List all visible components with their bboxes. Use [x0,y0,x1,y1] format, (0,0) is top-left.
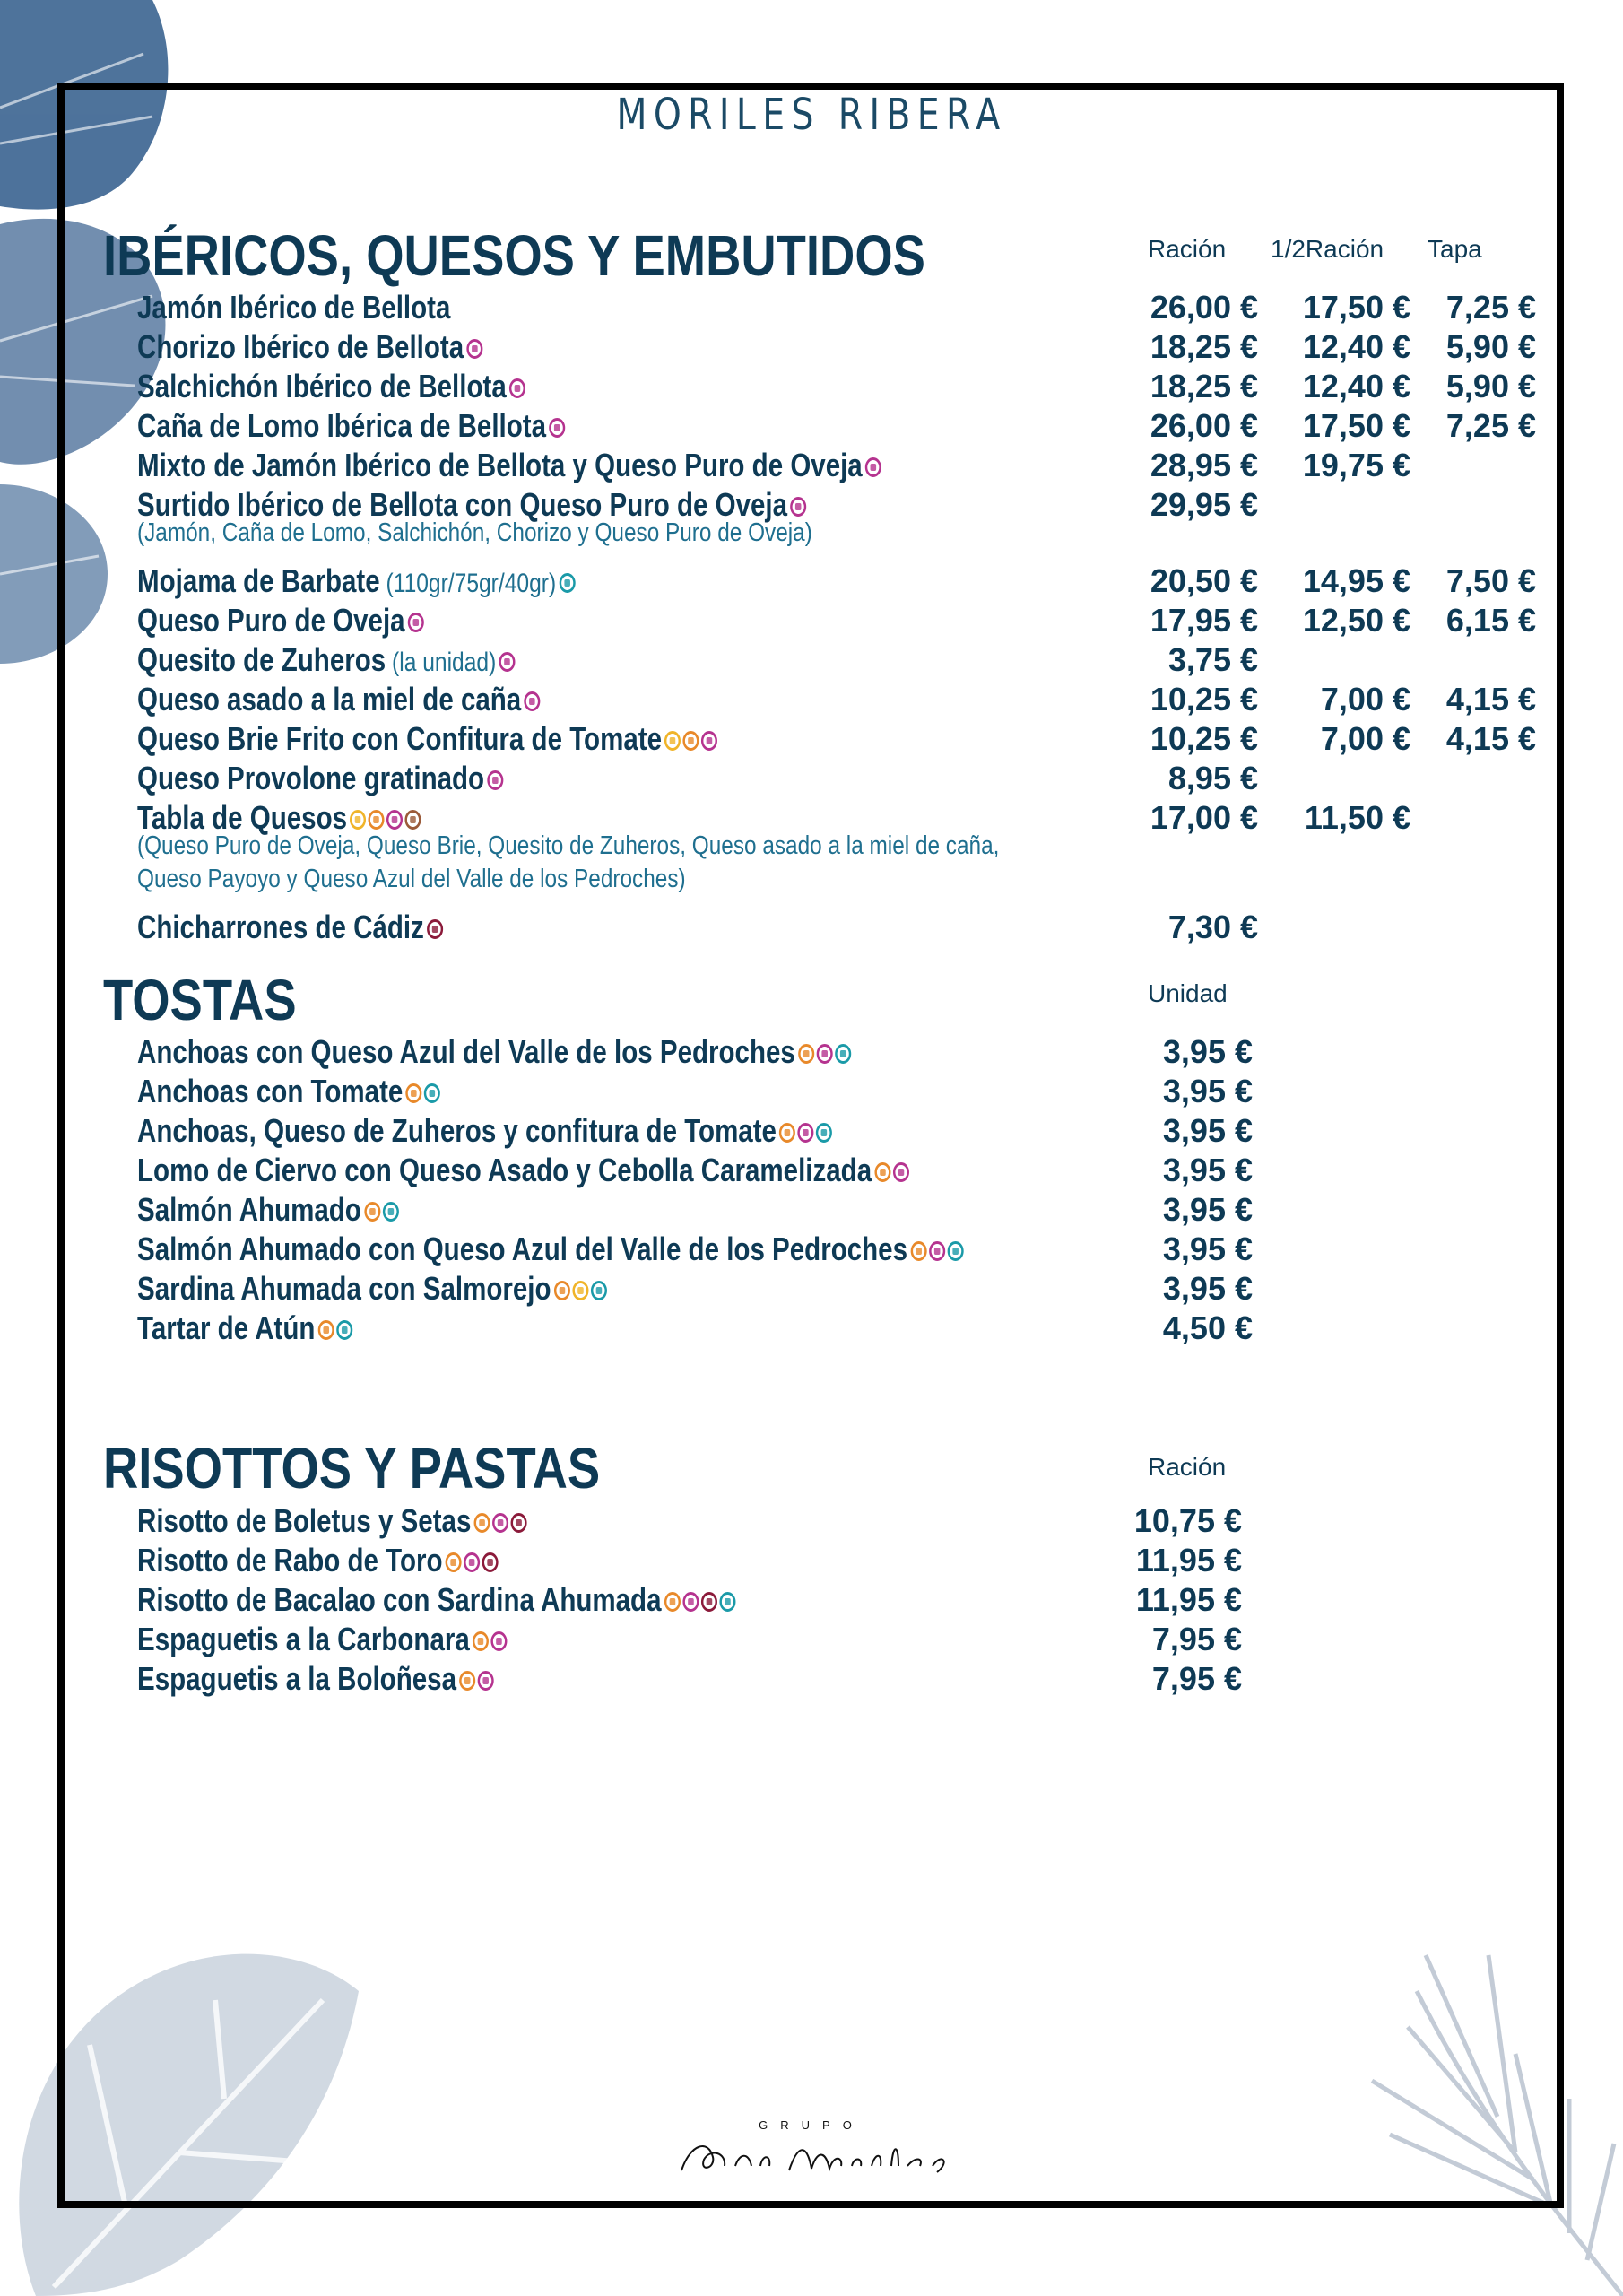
fish-allergen-icon [835,1044,851,1064]
menu-item-price: 7,30 € [1167,909,1258,945]
menu-item-price: 19,75 € [1302,447,1410,483]
menu-item-row [0,407,1623,447]
allergen-icons [865,457,881,477]
menu-item-name [137,681,541,718]
menu-item-label: Anchoas con Tomate [137,1073,404,1109]
menu-item-price: 6,15 € [1445,602,1536,639]
gluten-allergen-icon [474,1513,490,1533]
menu-item-price: 7,00 € [1320,720,1410,757]
gluten-allergen-icon [446,1552,462,1572]
menu-item-row [0,1152,1623,1191]
menu-item-name [137,1231,963,1268]
menu-item-label: Queso Puro de Oveja [137,602,405,639]
grupo-bar-moriles-logo [664,2117,959,2179]
menu-item-price: 12,40 € [1302,368,1410,404]
menu-item-row [0,1191,1623,1231]
allergen-icons [790,497,806,517]
menu-item-price: 17,00 € [1150,799,1258,836]
menu-item-label: Salchichón Ibérico de Bellota [137,368,507,404]
gluten-allergen-icon [779,1123,795,1143]
menu-item-label: Queso asado a la miel de caña [137,681,522,718]
allergen-icons [525,691,541,711]
menu-item-row [0,1112,1623,1152]
gluten-allergen-icon [683,731,699,751]
gluten-allergen-icon [364,1202,380,1222]
menu-item-price: 17,50 € [1302,289,1410,326]
gluten-allergen-icon [874,1162,890,1182]
menu-item-name [137,447,881,484]
allergen-icons [408,613,424,632]
svg-text:GRUPO: GRUPO [759,2118,864,2132]
menu-item-price: 7,50 € [1445,562,1536,599]
menu-item-row [0,1073,1623,1112]
menu-item-name [137,909,443,946]
menu-item-price: 17,50 € [1302,407,1410,444]
lactose-allergen-icon [491,1631,508,1651]
menu-item-name [137,1033,851,1071]
menu-item-price: 8,95 € [1167,760,1258,796]
allergen-icons [466,339,482,359]
menu-item-price: 10,75 € [1133,1502,1242,1539]
menu-item-price: 3,95 € [1162,1231,1253,1267]
menu-item-name [137,1309,352,1347]
gluten-allergen-icon [406,1083,422,1103]
gluten-allergen-icon [473,1631,489,1651]
allergen-icons [474,1513,527,1533]
lactose-allergen-icon [549,418,565,438]
menu-item-row [0,1231,1623,1270]
allergen-icons [554,1281,607,1300]
egg-allergen-icon [664,731,681,751]
menu-item-name [137,720,717,758]
menu-item-label: Tartar de Atún [137,1309,316,1346]
menu-item-price: 3,95 € [1162,1191,1253,1228]
allergen-icons [487,770,503,790]
sulfites-allergen-icon [482,1552,499,1572]
menu-item-label: Sardina Ahumada con Salmorejo [137,1270,551,1307]
menu-item-label: Mojama de Barbate [137,562,380,599]
menu-item-row [0,760,1623,799]
menu-item-price: 10,25 € [1150,720,1258,757]
menu-item-name [137,289,450,326]
fish-allergen-icon [947,1241,963,1261]
allergen-icons [779,1123,832,1143]
col-label-racion-risottos: Ración [1148,1453,1227,1481]
sulfites-allergen-icon [427,919,443,939]
allergen-icons [318,1320,353,1340]
lactose-allergen-icon [798,1123,814,1143]
fish-allergen-icon [591,1281,607,1300]
menu-item-name [137,602,424,639]
menu-item-label: Tabla de Quesos [137,799,348,836]
lactose-allergen-icon [509,378,525,398]
menu-item-note: (110gr/75gr/40gr) [379,569,557,598]
lactose-allergen-icon [492,1513,508,1533]
menu-item-price: 7,25 € [1445,407,1536,444]
menu-item-label: Queso Provolone gratinado [137,760,485,796]
lactose-allergen-icon [701,731,717,751]
sulfites-allergen-icon [511,1513,527,1533]
menu-item-price: 7,95 € [1151,1621,1242,1657]
menu-item-label: Salmón Ahumado con Queso Azul del Valle de los Pedroches [137,1231,908,1267]
menu-item-price: 7,00 € [1320,681,1410,718]
section-title-tostas: TOSTAS [103,968,297,1032]
gluten-allergen-icon [459,1671,475,1691]
menu-item-name [137,1581,735,1619]
fish-allergen-icon [816,1123,832,1143]
venue-name: MORILES RIBERA [616,90,1007,140]
allergen-icons [406,1083,441,1103]
menu-item-price: 3,95 € [1162,1073,1253,1109]
menu-item-price: 4,15 € [1445,720,1536,757]
allergen-icons [559,573,575,593]
gluten-allergen-icon [664,1592,681,1612]
lactose-allergen-icon [790,497,806,517]
menu-item-price: 5,90 € [1445,368,1536,404]
menu-item-row [0,681,1623,720]
menu-item-label: Anchoas, Queso de Zuheros y confitura de Tomate [137,1112,777,1149]
menu-item-price: 3,95 € [1162,1152,1253,1188]
lactose-allergen-icon [466,339,482,359]
lactose-allergen-icon [893,1162,909,1182]
menu-item-name [137,1542,499,1579]
menu-item-name [137,1073,440,1110]
gluten-allergen-icon [798,1044,814,1064]
allergen-icons [364,1202,399,1222]
menu-item-row [0,1270,1623,1309]
menu-item-price: 4,15 € [1445,681,1536,718]
menu-item-price: 17,95 € [1150,602,1258,639]
menu-item-row [0,1660,1623,1700]
menu-item-label: Chicharrones de Cádiz [137,909,424,945]
allergen-icons [499,652,516,672]
menu-item-label: Surtido Ibérico de Bellota con Queso Puro de Oveja [137,486,788,523]
menu-item-name [137,1621,508,1658]
menu-item-price: 11,95 € [1135,1581,1242,1618]
lactose-allergen-icon [408,613,424,632]
lactose-allergen-icon [865,457,881,477]
allergen-icons [910,1241,963,1261]
menu-item-price: 11,95 € [1135,1542,1242,1578]
fish-allergen-icon [559,573,575,593]
menu-item-description: (Jamón, Caña de Lomo, Salchichón, Chorizo y Queso Puro de Oveja) [137,518,812,547]
menu-item-label: Salmón Ahumado [137,1191,361,1228]
gluten-allergen-icon [910,1241,926,1261]
menu-item-label: Risotto de Rabo de Toro [137,1542,443,1578]
menu-item-price: 3,95 € [1162,1270,1253,1307]
allergen-icons [446,1552,499,1572]
menu-item-name [137,1660,494,1698]
menu-item-label: Anchoas con Queso Azul del Valle de los Pedroches [137,1033,795,1070]
allergen-icons [549,418,565,438]
col-label-racion: Ración [1148,235,1227,263]
menu-item-price: 7,95 € [1151,1660,1242,1697]
allergen-icons [798,1044,851,1064]
menu-item-label: Risotto de Bacalao con Sardina Ahumada [137,1581,662,1618]
lactose-allergen-icon [525,691,541,711]
menu-item-row [0,1502,1623,1542]
menu-item-name [137,1270,607,1308]
col-label-unidad: Unidad [1148,979,1228,1007]
menu-item-price: 4,50 € [1162,1309,1253,1346]
lactose-allergen-icon [386,810,403,830]
menu-item-row [0,447,1623,486]
lactose-allergen-icon [929,1241,945,1261]
menu-item-label: Risotto de Boletus y Setas [137,1502,472,1539]
menu-item-price: 20,50 € [1150,562,1258,599]
menu-item-price: 12,40 € [1302,328,1410,365]
menu-item-row [0,368,1623,407]
menu-item-label: Espaguetis a la Carbonara [137,1621,470,1657]
menu-item-price: 3,95 € [1162,1033,1253,1070]
allergen-icons [874,1162,909,1182]
allergen-icons [350,810,421,830]
menu-item-name [137,328,482,366]
section-title-risottos: RISOTTOS Y PASTAS [103,1436,601,1500]
menu-item-name [137,1191,399,1229]
menu-item-price: 7,25 € [1445,289,1536,326]
menu-item-row [0,1621,1623,1660]
menu-item-label: Espaguetis a la Boloñesa [137,1660,457,1697]
menu-item-name [137,1152,909,1189]
menu-item-name [137,641,516,679]
fish-allergen-icon [336,1320,352,1340]
menu-item-name [137,760,503,797]
menu-item-row [0,289,1623,328]
allergen-icons [664,731,717,751]
lactose-allergen-icon [499,652,516,672]
col-label-tapa: Tapa [1428,235,1482,263]
menu-item-name [137,407,565,445]
menu-item-row [0,1033,1623,1073]
allergen-icons [664,1592,736,1612]
menu-item-label: Quesito de Zuheros [137,641,386,678]
menu-item-row [0,328,1623,368]
sulfites-allergen-icon [701,1592,717,1612]
menu-item-price: 18,25 € [1150,328,1258,365]
menu-item-row [0,1581,1623,1621]
menu-item-row [0,909,1623,948]
gluten-allergen-icon [369,810,385,830]
lactose-allergen-icon [682,1592,699,1612]
menu-item-price: 3,75 € [1167,641,1258,678]
egg-allergen-icon [572,1281,588,1300]
menu-item-label: Mixto de Jamón Ibérico de Bellota y Queso Puro de Oveja [137,447,863,483]
menu-item-price: 29,95 € [1150,486,1258,523]
menu-item-label: Queso Brie Frito con Confitura de Tomate [137,720,662,757]
menu-item-row [0,1309,1623,1349]
menu-item-price: 3,95 € [1162,1112,1253,1149]
menu-item-name [137,368,525,405]
menu-item-row [0,562,1623,602]
menu-item-note: (la unidad) [386,648,497,677]
fish-allergen-icon [424,1083,440,1103]
gluten-allergen-icon [318,1320,334,1340]
menu-item-price: 26,00 € [1150,407,1258,444]
menu-item-description: Queso Payoyo y Queso Azul del Valle de los Pedroches) [137,865,686,893]
menu-item-price: 14,95 € [1302,562,1410,599]
nuts-allergen-icon [405,810,421,830]
fish-allergen-icon [383,1202,399,1222]
allergen-icons [473,1631,508,1651]
menu-item-label: Jamón Ibérico de Bellota [137,289,451,326]
menu-item-label: Lomo de Ciervo con Queso Asado y Cebolla Caramelizada [137,1152,872,1188]
gluten-allergen-icon [554,1281,570,1300]
allergen-icons [509,378,525,398]
menu-item-price: 26,00 € [1150,289,1258,326]
menu-item-price: 18,25 € [1150,368,1258,404]
menu-item-price: 5,90 € [1445,328,1536,365]
menu-item-label: Chorizo Ibérico de Bellota [137,328,464,365]
menu-item-description: (Queso Puro de Oveja, Queso Brie, Quesito de Zuheros, Queso asado a la miel de caña, [137,831,1000,860]
menu-item-price: 28,95 € [1150,447,1258,483]
fish-allergen-icon [719,1592,735,1612]
allergen-icons [459,1671,494,1691]
menu-item-price: 11,50 € [1304,799,1410,836]
lactose-allergen-icon [817,1044,833,1064]
menu-item-label: Caña de Lomo Ibérica de Bellota [137,407,547,444]
lactose-allergen-icon [487,770,503,790]
lactose-allergen-icon [464,1552,480,1572]
lactose-allergen-icon [478,1671,494,1691]
allergen-icons [427,919,443,939]
menu-item-price: 10,25 € [1150,681,1258,718]
section-title-ibericos: IBÉRICOS, QUESOS Y EMBUTIDOS [103,223,925,288]
menu-item-price: 12,50 € [1302,602,1410,639]
menu-item-name [137,1502,527,1540]
menu-item-row [0,641,1623,681]
menu-item-row [0,1542,1623,1581]
col-label-media-racion: 1/2Ración [1271,235,1384,263]
menu-item-name [137,1112,832,1150]
menu-item-name [137,562,575,600]
menu-item-row [0,602,1623,641]
egg-allergen-icon [350,810,366,830]
menu-item-row [0,720,1623,760]
